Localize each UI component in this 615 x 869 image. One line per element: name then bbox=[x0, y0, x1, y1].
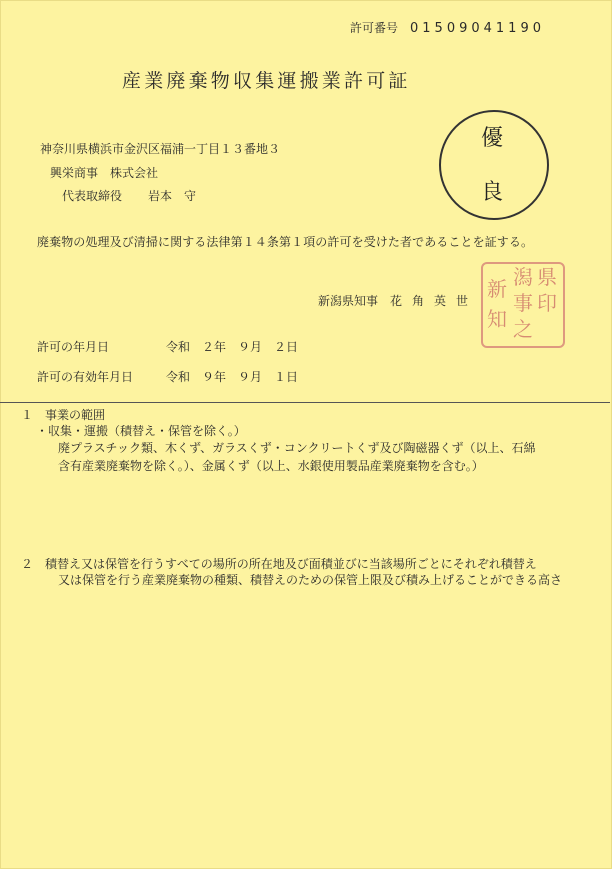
document-title: 産業廃棄物収集運搬業許可証 bbox=[122, 70, 411, 92]
issuer bbox=[318, 294, 478, 308]
seal-char: 潟 bbox=[513, 265, 533, 289]
permit-number-line bbox=[350, 21, 545, 36]
section-1-item: ・収集・運搬（積替え・保管を除く。） bbox=[36, 424, 246, 438]
section-1-label: 事業の範囲 bbox=[45, 408, 106, 422]
permit-number-label: 許可番号 bbox=[350, 21, 399, 35]
seal-char: 県 bbox=[537, 265, 557, 289]
issue-date-label: 許可の年月日 bbox=[37, 340, 110, 354]
seal-char: 印 bbox=[537, 291, 557, 315]
holder-address: 神奈川県横浜市金沢区福浦一丁目１３番地３ bbox=[40, 142, 281, 156]
section-1-line-2: 含有産業廃棄物を除く。）、金属くず（以上、水銀使用製品産業廃棄物を含む。） bbox=[58, 459, 484, 473]
rank-char-1: 優 bbox=[481, 126, 504, 151]
section-1-number: １ bbox=[21, 408, 34, 422]
seal-char: 事 bbox=[513, 291, 533, 315]
section-1-heading bbox=[21, 408, 105, 422]
section-2-number: ２ bbox=[21, 557, 34, 571]
seal-char: 之 bbox=[513, 317, 533, 341]
official-seal bbox=[481, 262, 565, 348]
holder-company: 興栄商事 株式会社 bbox=[50, 166, 159, 180]
representative-title: 代表取締役 bbox=[62, 189, 123, 203]
section-1-line-1: 廃プラスチック類、木くず、ガラスくず・コンクリートくず及び陶磁器くず（以上、石綿 bbox=[58, 441, 536, 455]
section-divider bbox=[0, 402, 610, 403]
seal-char: 新 bbox=[487, 277, 507, 301]
expiry-date-label: 許可の有効年月日 bbox=[37, 370, 134, 384]
representative-name: 岩本 守 bbox=[148, 189, 197, 203]
issuer-name: 花角英世 bbox=[390, 294, 479, 308]
section-2-line-1: 積替え又は保管を行うすべての場所の所在地及び面積並びに当該場所ごとにそれぞれ積替え bbox=[45, 557, 537, 571]
expiry-date-value: 令和 ９年 ９月 １日 bbox=[166, 370, 299, 384]
permit-number: 01509041190 bbox=[410, 21, 545, 36]
issue-date-value: 令和 ２年 ９月 ２日 bbox=[166, 340, 299, 354]
section-2-line-2: 又は保管を行う産業廃棄物の種類、積替えのための保管上限及び積み上げることができる高さ bbox=[58, 573, 563, 587]
section-2-heading bbox=[21, 557, 537, 571]
seal-char: 知 bbox=[487, 307, 507, 331]
issuer-title: 新潟県知事 bbox=[318, 294, 379, 308]
certification-statement: 廃棄物の処理及び清掃に関する法律第１４条第１項の許可を受けた者であることを証する。 bbox=[37, 235, 534, 249]
holder-representative bbox=[62, 189, 196, 203]
rank-char-2: 良 bbox=[481, 180, 504, 205]
